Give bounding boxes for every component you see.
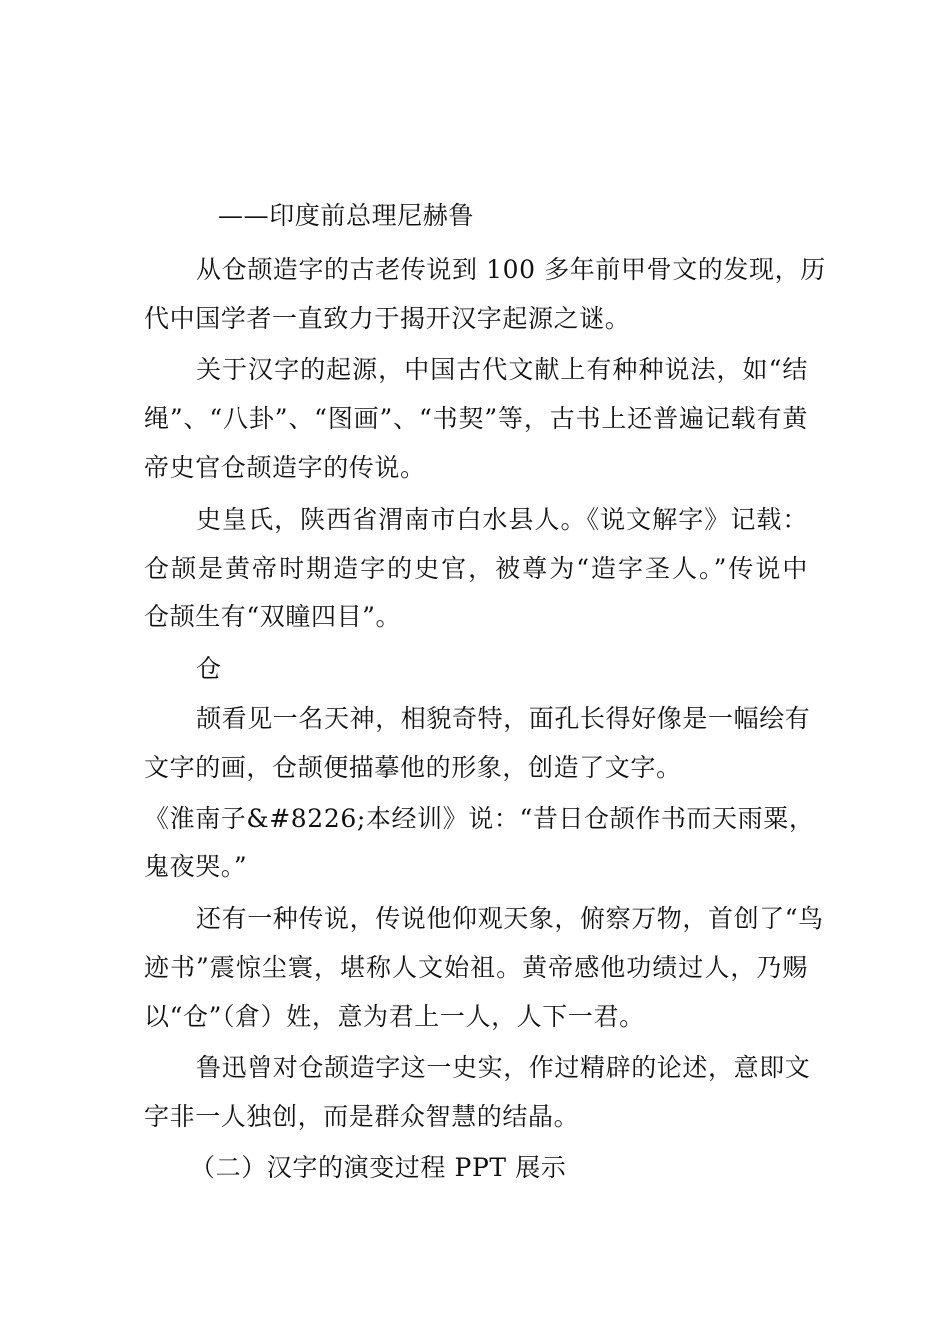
paragraph-line: 仓颉是黄帝时期造字的史官，被尊为“造字圣人。”传说中 (144, 554, 808, 583)
paragraph-line: 《淮南子&#8226;本经训》说：“昔日仓颉作书而天雨粟， (144, 804, 815, 833)
paragraph-line: 以“仓”（倉）姓，意为君上一人，人下一君。 (144, 1002, 645, 1031)
paragraph-line: 颉看见一名天神，相貌奇特，面孔长得好像是一幅绘有 (196, 704, 811, 733)
section-heading: （二）汉字的演变过程 PPT 展示 (190, 1153, 567, 1182)
paragraph-line: 关于汉字的起源，中国古代文献上有种种说法，如“结 (196, 355, 808, 384)
paragraph-line: 从仓颉造字的古老传说到 100 多年前甲骨文的发现，历 (196, 255, 826, 284)
paragraph-line: 鬼夜哭。” (144, 852, 248, 881)
paragraph-line: 仓 (196, 654, 222, 683)
paragraph-line: 还有一种传说，传说他仰观天象，俯察万物，首创了“鸟 (196, 904, 824, 933)
quote-attribution: ——印度前总理尼赫鲁 (218, 201, 475, 230)
paragraph-line: 迹书”震惊尘寰，堪称人文始祖。黄帝感他功绩过人，乃赐 (144, 953, 808, 982)
paragraph-line: 代中国学者一直致力于揭开汉字起源之谜。 (144, 304, 631, 333)
paragraph-line: 鲁迅曾对仓颉造字这一史实，作过精辟的论述，意即文 (196, 1053, 811, 1082)
paragraph-line: 文字的画，仓颉便描摹他的形象，创造了文字。 (144, 753, 682, 782)
paragraph-line: 绳”、“八卦”、“图画”、“书契”等，古书上还普遍记载有黄 (144, 404, 808, 433)
paragraph-line: 仓颉生有“双瞳四目”。 (144, 602, 402, 631)
paragraph-line: 史皇氏，陕西省渭南市白水县人。《说文解字》记载： (196, 505, 808, 534)
paragraph-line: 字非一人独创，而是群众智慧的结晶。 (144, 1102, 580, 1131)
paragraph-line: 帝史官仓颉造字的传说。 (144, 453, 426, 482)
